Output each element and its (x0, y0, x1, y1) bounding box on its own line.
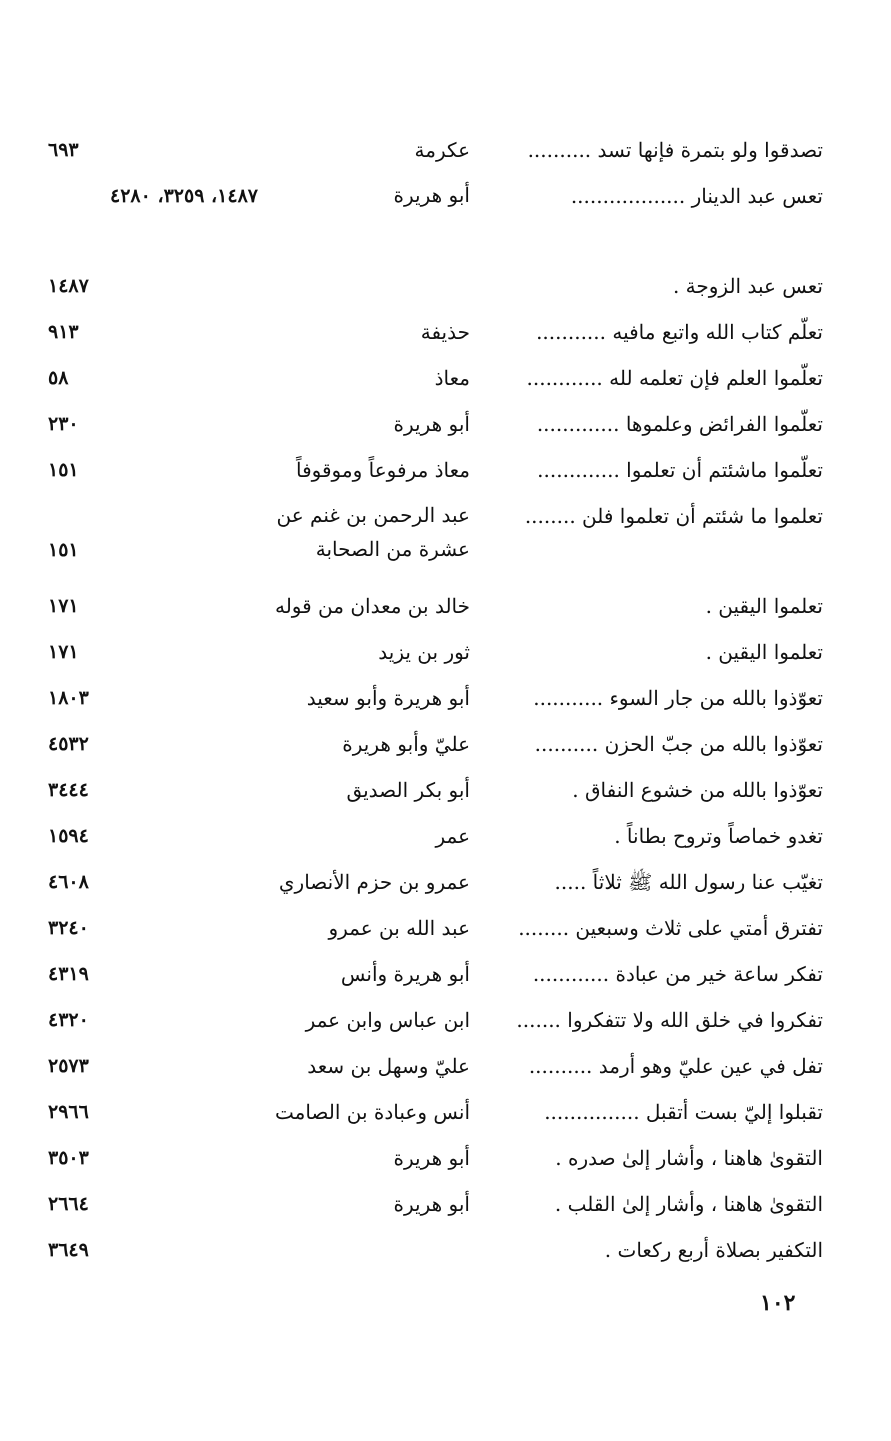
reference-number: ٥٨ (48, 367, 69, 389)
list-item (48, 588, 823, 634)
narrator: ابن عباس وابن عمر (305, 1008, 470, 1032)
narrator: عكرمة (414, 138, 470, 162)
reference-number: ٢٥٧٣ (48, 1055, 89, 1077)
reference-number: ٢٣٠ (48, 413, 79, 435)
narrator: أنس وعبادة بن الصامت (274, 1100, 470, 1124)
list-item (48, 132, 823, 178)
reference-number: ١٨٠٣ (48, 687, 89, 709)
hadith-text: تعس عبد الدينار .................. (570, 184, 823, 208)
hadith-text: تعوّذوا بالله من جبّ الحزن .......... (534, 732, 823, 756)
hadith-text: التكفير بصلاة أربع ركعات . (604, 1238, 823, 1262)
hadith-text: تعلموا ما شئتم أن تعلموا فلن ........ (524, 504, 823, 528)
narrator: عمرو بن حزم الأنصاري (278, 870, 470, 894)
hadith-text: تعس عبد الزوجة . (672, 274, 823, 298)
narrator: أبو هريرة (393, 1192, 470, 1216)
reference-number: ٤٣٢٠ (48, 1009, 89, 1031)
reference-number: ١٤٨٧، ٣٢٥٩، ٤٢٨٠ (110, 185, 258, 207)
narrator: عبد الرحمن بن غنم عن عشرة من الصحابة (276, 503, 470, 561)
hadith-text: تعلّموا الفرائض وعلموها ............. (536, 412, 823, 436)
hadith-text: تعلموا اليقين . (705, 594, 823, 618)
reference-number: ٣٥٠٣ (48, 1147, 89, 1169)
list-item (48, 178, 823, 268)
narrator: حذيفة (420, 320, 470, 344)
reference-number: ٣٤٤٤ (48, 779, 89, 801)
reference-number: ١٤٨٧ (48, 275, 89, 297)
list-item (48, 452, 823, 498)
reference-number: ١٥١ (48, 459, 79, 481)
reference-number: ٣٦٤٩ (48, 1239, 89, 1261)
list-item (48, 1048, 823, 1094)
hadith-text: تفكر ساعة خير من عبادة ............ (532, 962, 823, 986)
narrator: عليّ وسهل بن سعد (307, 1054, 470, 1078)
reference-number: ٤٦٠٨ (48, 871, 89, 893)
list-item (48, 680, 823, 726)
hadith-text: تعوّذوا بالله من خشوع النفاق . (572, 778, 823, 802)
hadith-text: تفكروا في خلق الله ولا تتفكروا ....... (516, 1008, 823, 1032)
reference-number: ١٥١ (48, 539, 79, 561)
hadith-index-list (48, 132, 823, 1278)
list-item (48, 498, 823, 588)
list-item (48, 1002, 823, 1048)
reference-number: ٤٥٣٢ (48, 733, 89, 755)
narrator: معاذ (434, 366, 470, 390)
hadith-text: تفترق أمتي على ثلاث وسبعين ........ (518, 916, 823, 940)
list-item (48, 406, 823, 452)
narrator: أبو هريرة (393, 412, 470, 436)
page-number: ١٠٢ (760, 1290, 796, 1316)
list-item (48, 314, 823, 360)
list-item (48, 772, 823, 818)
list-item (48, 1140, 823, 1186)
list-item (48, 726, 823, 772)
narrator: معاذ مرفوعاً وموقوفاً (296, 458, 470, 482)
narrator: عبد الله بن عمرو (328, 916, 470, 940)
list-item (48, 818, 823, 864)
list-item (48, 1186, 823, 1232)
hadith-text: تقبلوا إليّ بست أتقبل ............... (544, 1100, 823, 1124)
narrator: أبو هريرة (393, 1146, 470, 1170)
reference-number: ١٥٩٤ (48, 825, 89, 847)
hadith-text: تعلّموا العلم فإن تعلمه لله ............ (526, 366, 823, 390)
list-item (48, 1232, 823, 1278)
narrator: عليّ وأبو هريرة (342, 732, 470, 756)
hadith-text: تغيّب عنا رسول الله ﷺ ثلاثاً ..... (554, 870, 823, 894)
reference-number: ٢٦٦٤ (48, 1193, 89, 1215)
hadith-text: تعلّموا ماشئتم أن تعلموا ............. (537, 458, 823, 482)
hadith-text: تغدو خماصاً وتروح بطاناً . (614, 824, 823, 848)
narrator: عمر (435, 824, 470, 848)
reference-number: ٦٩٣ (48, 139, 79, 161)
hadith-text: التقوىٰ هاهنا ، وأشار إلىٰ القلب . (554, 1192, 823, 1216)
narrator: أبو هريرة وأبو سعيد (306, 686, 470, 710)
reference-number: ٣٢٤٠ (48, 917, 89, 939)
hadith-text: تفل في عين عليّ وهو أرمد .......... (528, 1054, 823, 1078)
hadith-text: تعلموا اليقين . (705, 640, 823, 664)
list-item (48, 864, 823, 910)
narrator: أبو هريرة وأنس (340, 962, 470, 986)
narrator: أبو هريرة (393, 183, 470, 207)
reference-number: ٢٩٦٦ (48, 1101, 89, 1123)
reference-number: ١٧١ (48, 595, 79, 617)
list-item (48, 360, 823, 406)
list-item (48, 268, 823, 314)
narrator: خالد بن معدان من قوله (274, 594, 470, 618)
reference-number: ١٧١ (48, 641, 79, 663)
hadith-text: تعوّذوا بالله من جار السوء ........... (533, 686, 823, 710)
narrator: ثور بن يزيد (378, 640, 470, 664)
hadith-text: تعلّم كتاب الله واتبع مافيه ........... (536, 320, 823, 344)
list-item (48, 634, 823, 680)
list-item (48, 1094, 823, 1140)
hadith-text: التقوىٰ هاهنا ، وأشار إلىٰ صدره . (555, 1146, 823, 1170)
hadith-text: تصدقوا ولو بتمرة فإنها تسد .......... (527, 138, 823, 162)
list-item (48, 956, 823, 1002)
narrator: أبو بكر الصديق (346, 778, 470, 802)
reference-number: ٩١٣ (48, 321, 79, 343)
reference-number: ٤٣١٩ (48, 963, 89, 985)
list-item (48, 910, 823, 956)
